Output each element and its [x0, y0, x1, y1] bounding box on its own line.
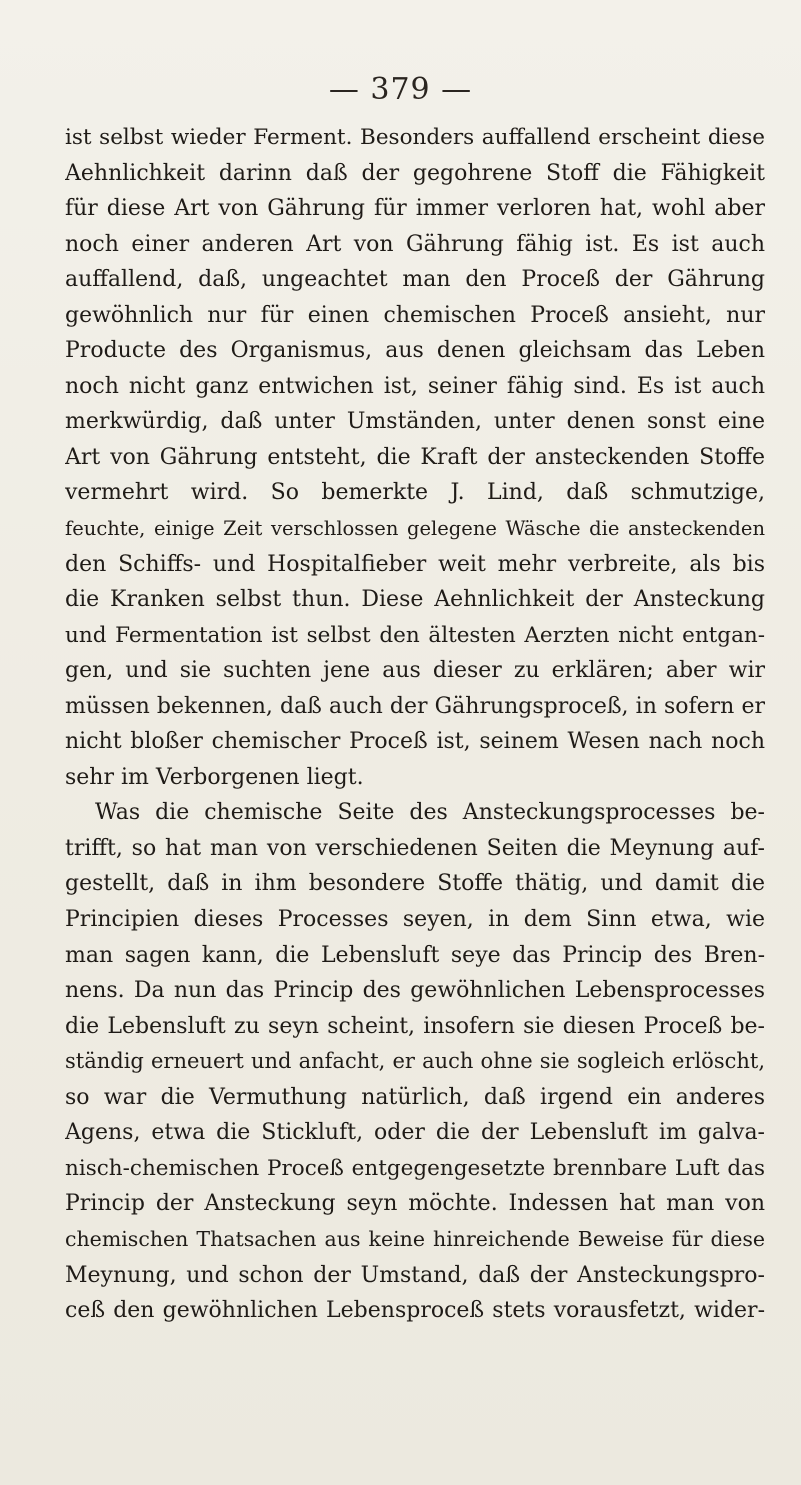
text-line: vermehrt wird. So bemerkte J. Lind, daß schmutzige,	[65, 480, 765, 506]
text-line: man sagen kann, die Lebensluft seye das Princip des Bren-	[65, 942, 765, 968]
page-number: — 379 —	[328, 72, 473, 107]
text-line: nens. Da nun das Princip des gewöhnlichen Lebensprocesses	[65, 978, 765, 1004]
text-line: trifft, so hat man von verschiedenen Seiten die Meynung auf-	[65, 835, 765, 861]
text-line: Princip der Ansteckung seyn möchte. Indessen hat man von	[65, 1191, 765, 1217]
text-line: Producte des Organismus, aus denen gleichsam das Leben	[65, 338, 765, 364]
text-line: nicht bloßer chemischer Proceß ist, seinem Wesen nach noch	[65, 729, 765, 755]
text-line: sehr im Verborgenen liegt.	[65, 764, 364, 790]
text-line: müssen bekennen, daß auch der Gährungsproceß, in sofern er	[65, 693, 765, 719]
text-line: Was die chemische Seite des Ansteckungsprocesses be-	[95, 800, 765, 826]
text-line: noch einer anderen Art von Gährung fähig ist. Es ist auch	[65, 231, 765, 257]
text-line: Aehnlichkeit darinn daß der gegohrene Stoff die Fähigkeit	[65, 160, 765, 186]
text-line: und Fermentation ist selbst den ältesten Aerzten nicht entgan-	[65, 622, 765, 648]
text-line: den Schiffs- und Hospitalfieber weit mehr verbreite, als bis	[65, 551, 765, 577]
text-line: Principien dieses Processes seyen, in dem Sinn etwa, wie	[65, 907, 765, 933]
text-line: gen, und sie suchten jene aus dieser zu erklären; aber wir	[65, 658, 765, 684]
text-line: Meynung, und schon der Umstand, daß der Ansteckungspro-	[65, 1262, 765, 1288]
text-line: Art von Gährung entsteht, die Kraft der ansteckenden Stoffe	[65, 444, 765, 470]
text-line: gewöhnlich nur für einen chemischen Proceß ansieht, nur	[65, 302, 765, 328]
text-line: die Lebensluft zu seyn scheint, insofern sie diesen Proceß be-	[65, 1013, 765, 1039]
body-text	[65, 120, 765, 1329]
text-line: Agens, etwa die Stickluft, oder die der Lebensluft im galva-	[65, 1120, 765, 1146]
text-line: die Kranken selbst thun. Diese Aehnlichkeit der Ansteckung	[65, 587, 765, 613]
text-line: ist selbst wieder Ferment. Besonders auffallend erscheint diese	[65, 125, 765, 150]
text-line: ständig erneuert und anfacht, er auch ohne sie sogleich erlöscht,	[65, 1049, 765, 1074]
text-line: gestellt, daß in ihm besondere Stoffe thätig, und damit die	[65, 871, 765, 897]
text-line: chemischen Thatsachen aus keine hinreichende Beweise für diese	[65, 1226, 765, 1251]
text-line: merkwürdig, daß unter Umständen, unter denen sonst eine	[65, 409, 765, 435]
paragraph-2	[65, 795, 765, 1328]
text-line: für diese Art von Gährung für immer verloren hat, wohl aber	[65, 196, 765, 222]
text-line: noch nicht ganz entwichen ist, seiner fähig sind. Es ist auch	[65, 373, 765, 399]
text-line: ceß den gewöhnlichen Lebensproceß stets vorausfetzt, wider-	[65, 1298, 765, 1324]
text-line: nisch-chemischen Proceß entgegengesetzte brennbare Luft das	[65, 1155, 765, 1181]
text-line: feuchte, einige Zeit verschlossen gelegene Wäsche die ansteckenden	[65, 517, 765, 541]
text-line: so war die Vermuthung natürlich, daß irgend ein anderes	[65, 1084, 765, 1110]
text-line: auffallend, daß, ungeachtet man den Proceß der Gährung	[65, 267, 765, 293]
paragraph-1	[65, 120, 765, 795]
